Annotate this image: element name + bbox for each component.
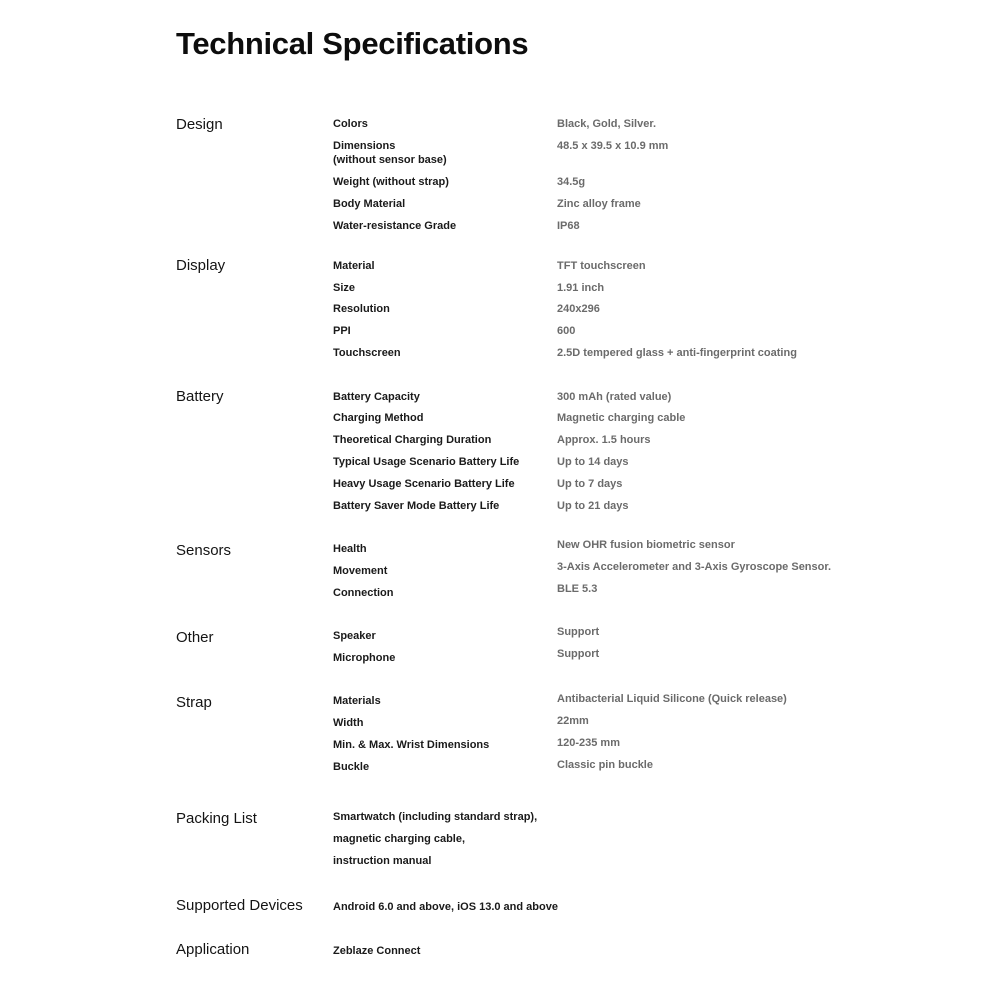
spec-value: New OHR fusion biometric sensor (557, 539, 735, 551)
spec-value: BLE 5.3 (557, 583, 598, 595)
spec-value: Black, Gold, Silver. (557, 118, 657, 130)
packing-list-line: magnetic charging cable, (333, 833, 466, 845)
spec-value: Up to 21 days (557, 500, 629, 512)
spec-key: Theoretical Charging Duration (333, 434, 492, 446)
spec-key (333, 139, 447, 167)
spec-value: Magnetic charging cable (557, 412, 686, 424)
packing-list-line: instruction manual (333, 855, 432, 867)
spec-key: Resolution (333, 303, 390, 315)
spec-value: Up to 7 days (557, 478, 623, 490)
spec-key: Materials (333, 695, 381, 707)
spec-value: 1.91 inch (557, 282, 605, 294)
spec-value: 600 (557, 325, 576, 337)
spec-key: PPI (333, 325, 351, 337)
spec-value: 22mm (557, 715, 589, 727)
spec-key-line: Dimensions (333, 140, 396, 152)
spec-value: Approx. 1.5 hours (557, 434, 651, 446)
spec-key: Size (333, 282, 356, 294)
section-label-sensors: Sensors (176, 542, 232, 559)
spec-key: Speaker (333, 630, 376, 642)
packing-list-line: Smartwatch (including standard strap), (333, 811, 538, 823)
spec-key: Microphone (333, 652, 396, 664)
spec-value: 2.5D tempered glass + anti-fingerprint coating (557, 347, 797, 359)
spec-value: Support (557, 648, 600, 660)
section-label-display: Display (176, 257, 226, 274)
section-label-strap: Strap (176, 694, 212, 711)
spec-value: 240x296 (557, 303, 600, 315)
spec-key: Connection (333, 587, 394, 599)
page-title: Technical Specifications (176, 26, 529, 61)
section-label-supported-devices: Supported Devices (176, 897, 303, 914)
spec-key: Battery Saver Mode Battery Life (333, 500, 500, 512)
spec-value: 3-Axis Accelerometer and 3-Axis Gyroscope Sensor. (557, 561, 832, 573)
spec-value: TFT touchscreen (557, 260, 646, 272)
spec-key: Battery Capacity (333, 391, 420, 403)
spec-key: Water-resistance Grade (333, 220, 457, 232)
spec-key: Movement (333, 565, 388, 577)
spec-key: Body Material (333, 198, 406, 210)
spec-key: Heavy Usage Scenario Battery Life (333, 478, 515, 490)
spec-key: Charging Method (333, 412, 424, 424)
supported-devices-value: Android 6.0 and above, iOS 13.0 and above (333, 901, 558, 913)
spec-value: 34.5g (557, 176, 586, 188)
spec-value: 48.5 x 39.5 x 10.9 mm (557, 140, 669, 152)
spec-key: Touchscreen (333, 347, 401, 359)
section-label-other: Other (176, 629, 214, 646)
section-label-design: Design (176, 116, 223, 133)
spec-key: Buckle (333, 761, 370, 773)
spec-value: 120-235 mm (557, 737, 620, 749)
spec-value: Classic pin buckle (557, 759, 653, 771)
spec-key: Material (333, 260, 375, 272)
spec-key: Weight (without strap) (333, 176, 449, 188)
section-label-application: Application (176, 941, 250, 958)
spec-value: 300 mAh (rated value) (557, 391, 672, 403)
spec-key: Health (333, 543, 367, 555)
spec-key: Colors (333, 118, 368, 130)
application-value: Zeblaze Connect (333, 945, 421, 957)
spec-key: Min. & Max. Wrist Dimensions (333, 739, 490, 751)
spec-value: Support (557, 626, 600, 638)
section-label-battery: Battery (176, 388, 224, 405)
spec-key: Typical Usage Scenario Battery Life (333, 456, 520, 468)
spec-value: Zinc alloy frame (557, 198, 641, 210)
spec-value: Antibacterial Liquid Silicone (Quick release) (557, 693, 787, 705)
spec-value: Up to 14 days (557, 456, 629, 468)
spec-key-subline: (without sensor base) (333, 154, 447, 166)
spec-value: IP68 (557, 220, 580, 232)
spec-key: Width (333, 717, 364, 729)
section-label-packing-list: Packing List (176, 810, 257, 827)
